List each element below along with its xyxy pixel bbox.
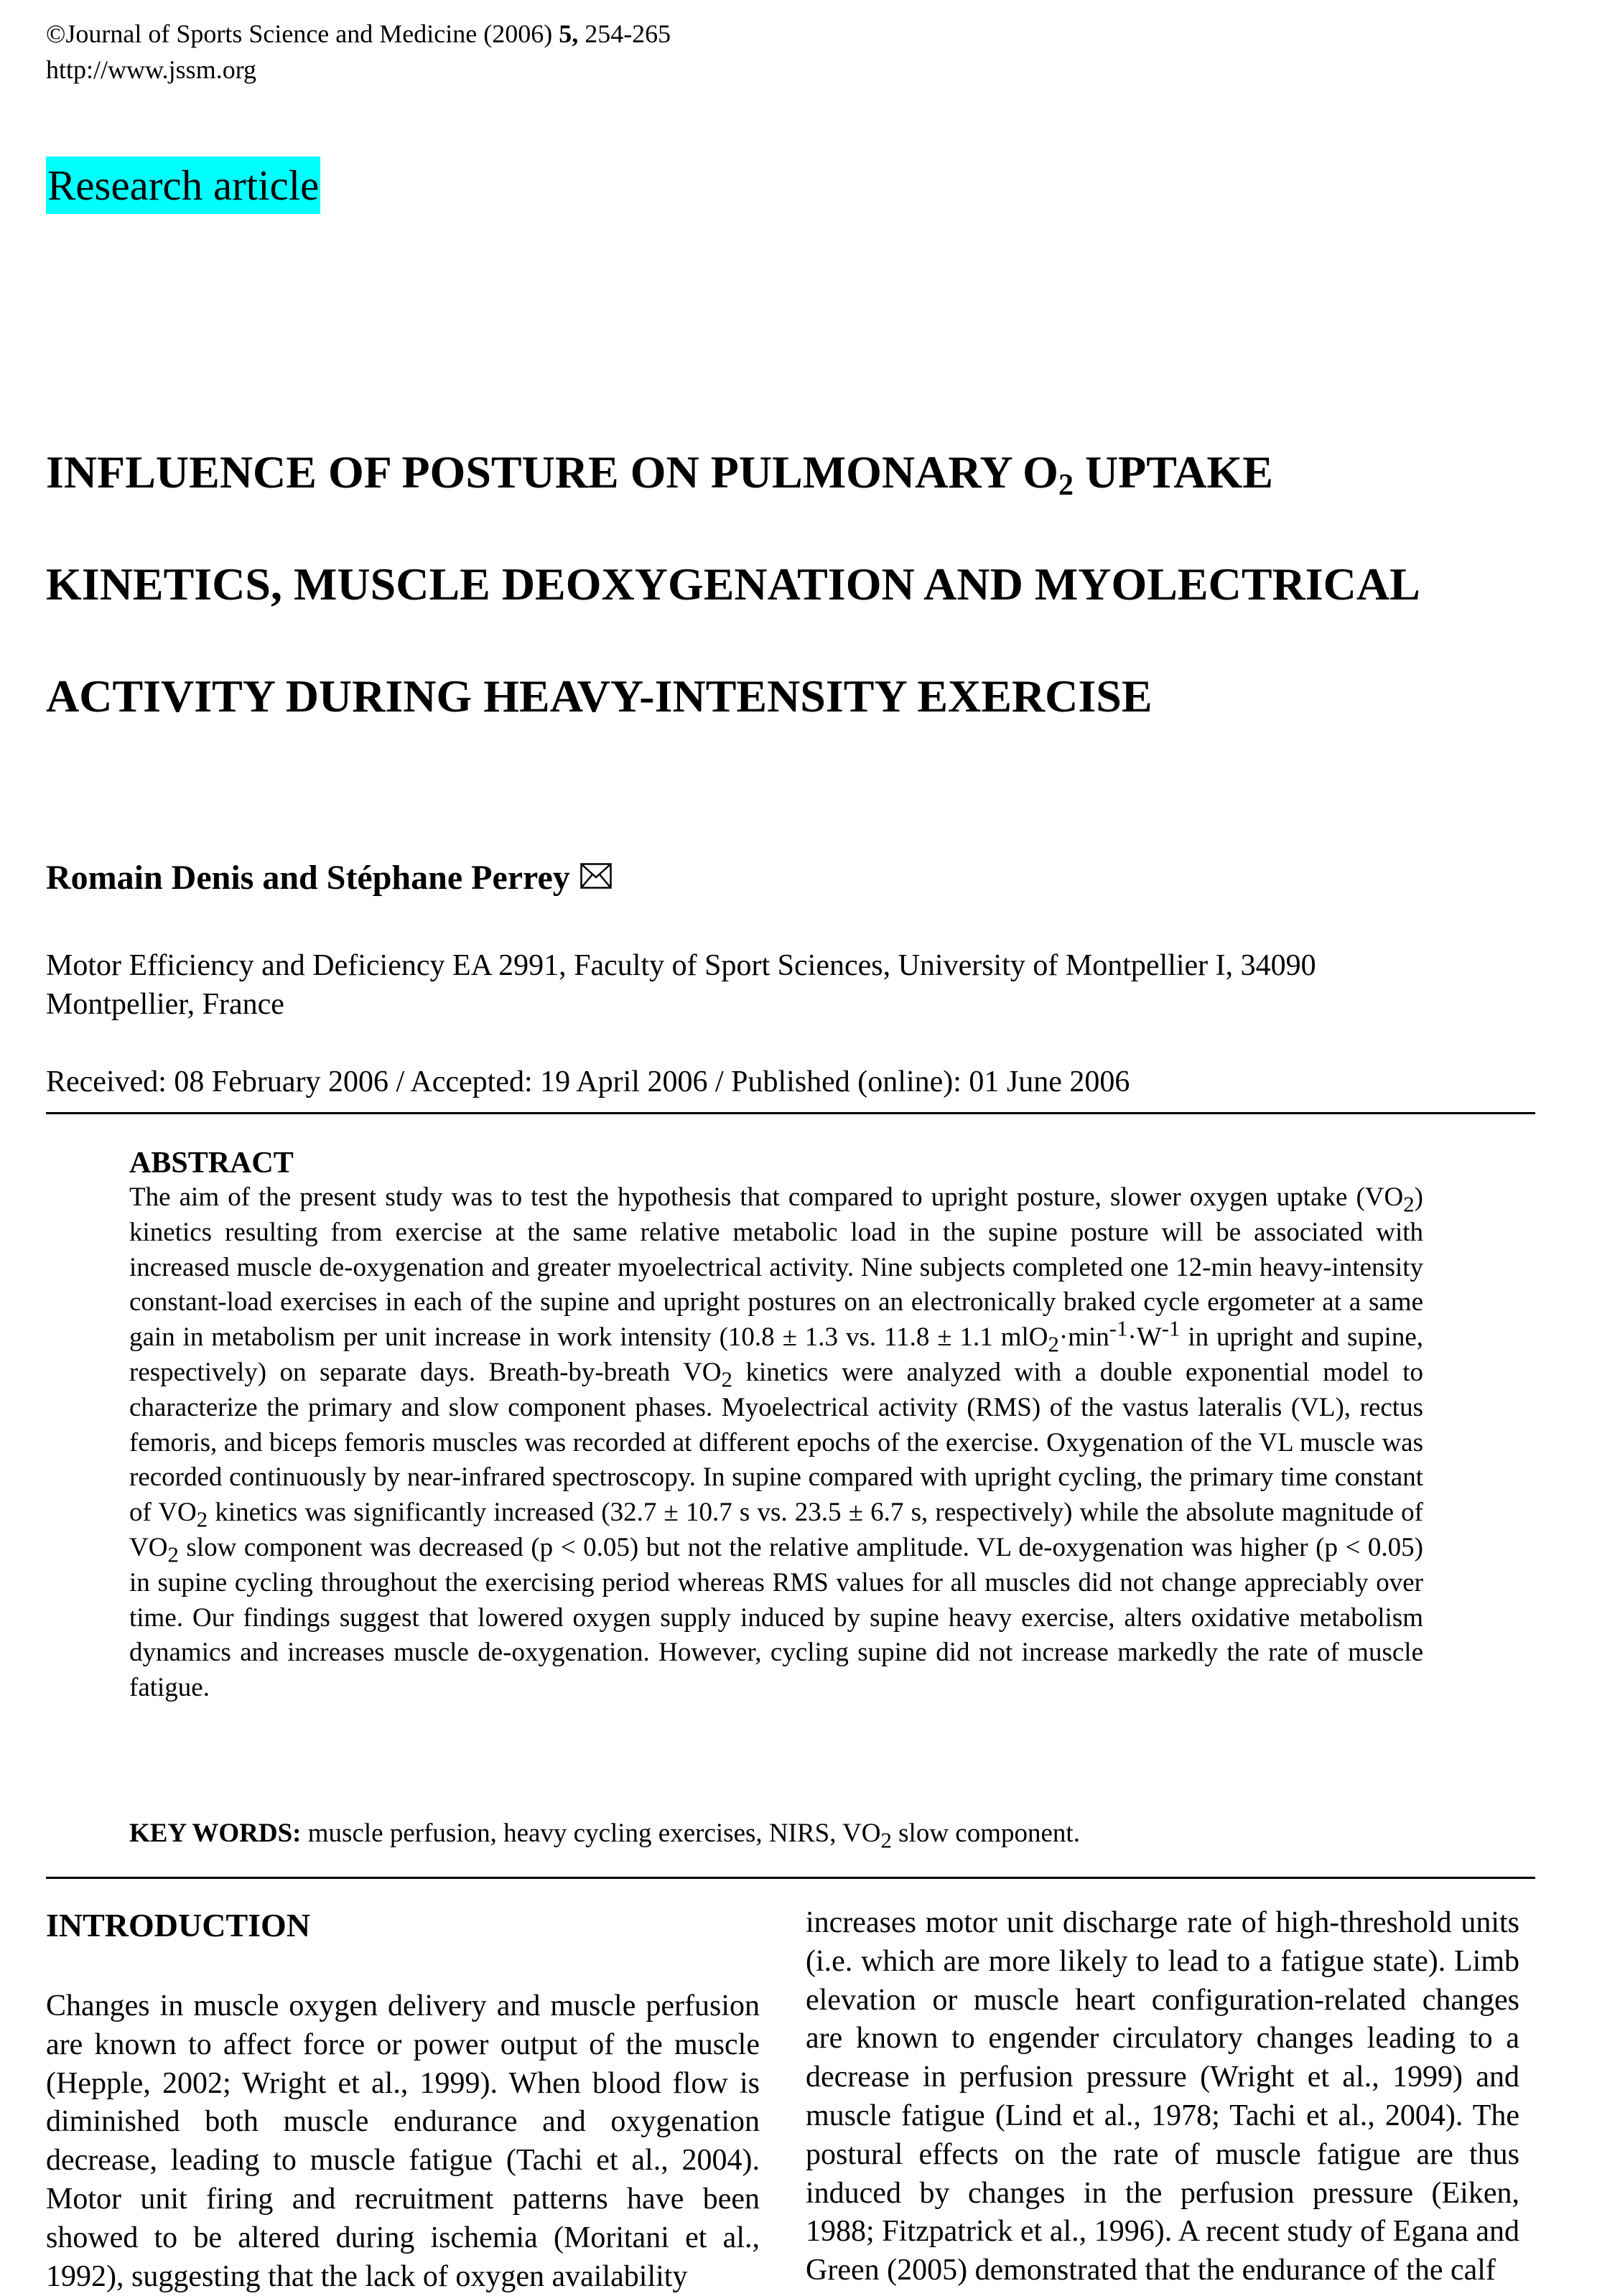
introduction-left-column bbox=[46, 1987, 760, 2296]
authors: Romain Denis and Stéphane Perrey bbox=[46, 854, 612, 902]
journal-citation: ©Journal of Sports Science and Medicine (2006) 5, 254-265 bbox=[46, 19, 671, 48]
publication-dates: Received: 08 February 2006 / Accepted: 19 April 2006 / Published (online): 01 June 2006 bbox=[46, 1065, 1130, 1098]
keywords-label: KEY WORDS: bbox=[129, 1819, 302, 1848]
divider-bottom bbox=[46, 1877, 1535, 1879]
introduction-right-column bbox=[806, 1904, 1519, 2290]
title-line-3: ACTIVITY DURING HEAVY-INTENSITY EXERCISE bbox=[46, 671, 1153, 722]
affiliation: Motor Efficiency and Deficiency EA 2991, Faculty of Sport Sciences, University of Montpellier I, 34090 Montpellier, France bbox=[46, 949, 1316, 1021]
introduction-paragraph: increases motor unit discharge rate of high-threshold units (i.e. which are more likely to lead to a fatigue state). Limb elevation or muscle heart configuration-related changes are known to engender circulatory changes leading to a decrease in perfusion pressure (Wright et al., 1999) and muscle fatigue (Lind et al., 1978; Tachi et al., 2004). The postural effects on the rate of muscle fatigue are thus induced by changes in the perfusion pressure (Eiken, 1988; Fitzpatrick et al., 1996). A recent study of Egana and Green (2005) demonstrated that the endurance of the calf bbox=[806, 1906, 1519, 2287]
journal-volume: 5, bbox=[559, 19, 579, 48]
divider-top bbox=[46, 1112, 1535, 1114]
title-line-2: KINETICS, MUSCLE DEOXYGENATION AND MYOLECTRICAL bbox=[46, 559, 1420, 610]
abstract bbox=[129, 1146, 1423, 1706]
keywords: KEY WORDS: muscle perfusion, heavy cycling exercises, NIRS, $VO_2$ slow component. bbox=[129, 1819, 1080, 1853]
article-title bbox=[46, 416, 1554, 752]
title-line-1: INFLUENCE OF POSTURE ON PULMONARY $O_2$ UPTAKE bbox=[46, 447, 1273, 502]
article-type-label: Research article bbox=[46, 157, 320, 214]
introduction-paragraph: Changes in muscle oxygen delivery and muscle perfusion are known to affect force or power output of the muscle (Hepple, 2002; Wright et al., 1999). When blood flow is diminished both muscle endurance and oxygenation decrease, leading to muscle fatigue (Tachi et al., 2004). Motor unit firing and recruitment patterns have been showed to be altered during ischemia (Moritani et al., 1992), suggesting that the lack of oxygen availability bbox=[46, 1989, 760, 2293]
abstract-text: The aim of the present study was to test the hypothesis that compared to upright posture, slower oxygen uptake $(VO_2)$ kinetics resulting from exercise at the same relative metabolic load in the supine posture will be associated with increased muscle de-oxygenation and greater myoelectrical activity. Nine subjects completed one 12-min heavy-intensity constant-load exercises in each of the supine and upright postures on an electronically braked cycle ergometer at a same gain in metabolism per unit increase in work intensity (10.8 ± 1.3 vs. 11.8 ± 1.1 $mlO_2\cdot\min^{-1}\cdot W^{-1}$ in upright and supine, respectively) on separate days. Breath-by-breath $VO_2$ kinetics were analyzed with a double exponential model to characterize the primary and slow component phases. Myoelectrical activity (RMS) of the vastus lateralis (VL), rectus femoris, and biceps femoris muscles was recorded at different epochs of the exercise. Oxygenation of the VL muscle was recorded continuously by near-infrared spectroscopy. In supine compared with upright cycling, the primary time constant of $VO_2$ kinetics was significantly increased (32.7 ± 10.7 s vs. 23.5 ± 6.7 s, respectively) while the absolute magnitude of $VO_2$ slow component was decreased (p < 0.05) but not the relative amplitude. VL de-oxygenation was higher (p < 0.05) in supine cycling throughout the exercising period whereas RMS values for all muscles did not change appreciably over time. Our findings suggest that lowered oxygen supply induced by supine heavy exercise, alters oxidative metabolism dynamics and increases muscle de-oxygenation. However, cycling supine did not increase markedly the rate of muscle fatigue. bbox=[129, 1182, 1424, 1703]
journal-url[interactable]: http://www.jssm.org bbox=[46, 55, 257, 84]
envelope-icon[interactable] bbox=[580, 863, 612, 889]
introduction-heading: INTRODUCTION bbox=[46, 1907, 311, 1943]
journal-header bbox=[46, 16, 671, 88]
abstract-heading: ABSTRACT bbox=[129, 1147, 294, 1180]
